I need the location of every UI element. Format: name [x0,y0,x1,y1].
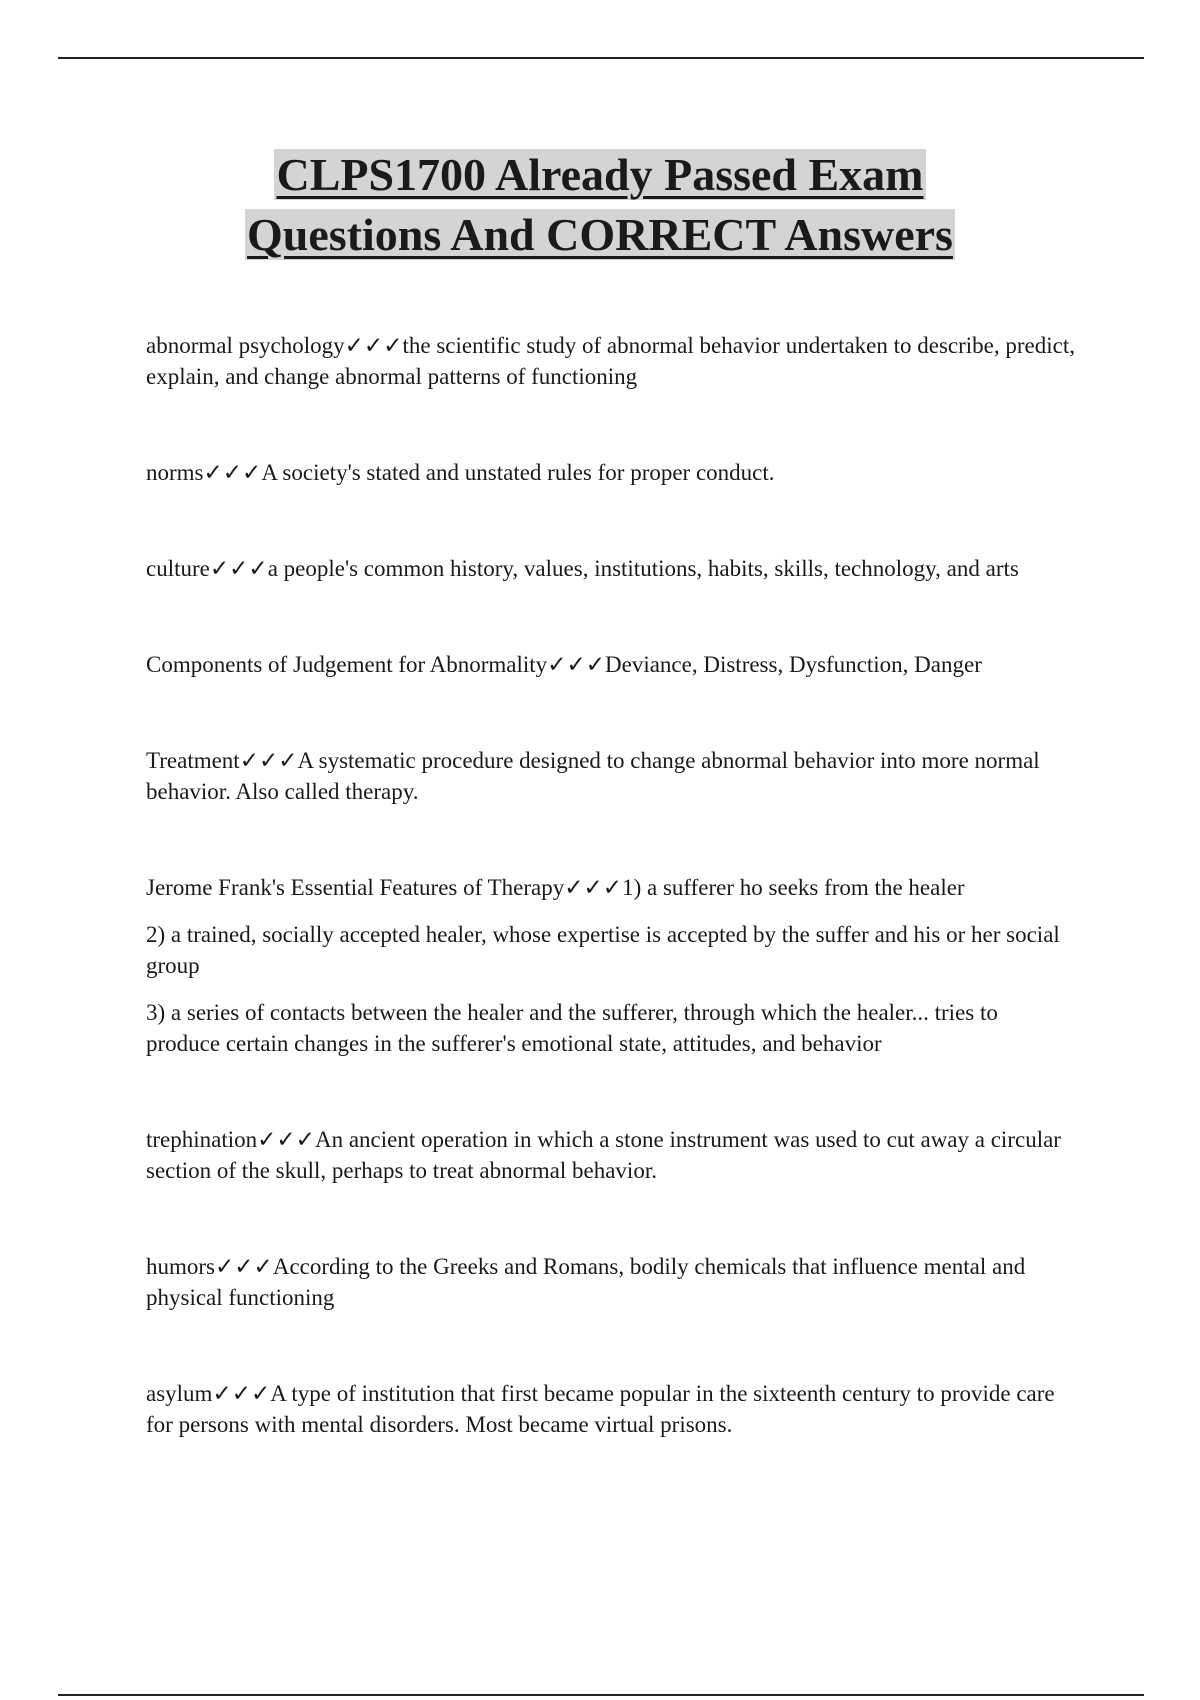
check-marks: ✓✓✓ [239,748,298,773]
check-marks: ✓✓✓ [257,1127,315,1152]
entry-term: Treatment [146,748,240,773]
entry [146,745,1076,807]
check-marks: ✓✓✓ [344,333,403,358]
check-marks: ✓✓✓ [215,1254,273,1279]
entry-term: asylum [146,1381,213,1406]
entry-definition: a people's common history, values, institutions, habits, skills, technology, and arts [267,556,1019,581]
entry-term: trephination [146,1127,258,1152]
entry-definition: the scientific study of abnormal behavior undertaken to describe, predict, explain, and change abnormal patterns of functioning [146,333,1075,389]
entry [146,872,1076,1059]
check-marks: ✓✓✓ [564,875,623,900]
entry [146,649,1076,680]
entry-term: Components of Judgement for Abnormality [146,652,548,677]
entry-term: culture [146,556,210,581]
entry-definition: A type of institution that first became popular in the sixteenth century to provide care for persons with mental disorders. Most became virtual prisons. [146,1381,1055,1437]
entry-definition: Deviance, Distress, Dysfunction, Danger [605,652,982,677]
bottom-rule [58,1694,1144,1696]
page-title [0,145,1200,265]
entry-term: norms [146,460,204,485]
entry-term: Jerome Frank's Essential Features of Therapy [146,875,565,900]
entry-term: humors [146,1254,215,1279]
entry-definition-continued: 2) a trained, socially accepted healer, whose expertise is accepted by the suffer and his or her social group [146,922,1060,978]
title-line-2: Questions And CORRECT Answers [247,209,953,260]
entry [146,457,1076,488]
title-line-1: CLPS1700 Already Passed Exam [276,149,924,200]
entry [146,553,1076,584]
entry-definition: A systematic procedure designed to change abnormal behavior into more normal behavior. Also called therapy. [146,748,1040,804]
entry [146,1378,1076,1440]
entry-term: abnormal psychology [146,333,345,358]
entry-definition-continued: 3) a series of contacts between the healer and the sufferer, through which the healer... tries to produce certain changes in the sufferer's emotional state, attitudes, and behavior [146,1000,998,1056]
entry-definition: An ancient operation in which a stone instrument was used to cut away a circular section of the skull, perhaps to treat abnormal behavior. [146,1127,1061,1183]
check-marks: ✓✓✓ [209,556,268,581]
entry-definition: A society's stated and unstated rules for proper conduct. [261,460,775,485]
entry-list [146,330,1076,1505]
entry-definition: 1) a sufferer ho seeks from the healer [622,875,965,900]
check-marks: ✓✓✓ [203,460,262,485]
entry-definition: According to the Greeks and Romans, bodily chemicals that influence mental and physical functioning [146,1254,1026,1310]
check-marks: ✓✓✓ [212,1381,271,1406]
entry [146,1124,1076,1186]
check-marks: ✓✓✓ [547,652,606,677]
entry [146,330,1076,392]
top-rule [58,57,1144,59]
entry [146,1251,1076,1313]
